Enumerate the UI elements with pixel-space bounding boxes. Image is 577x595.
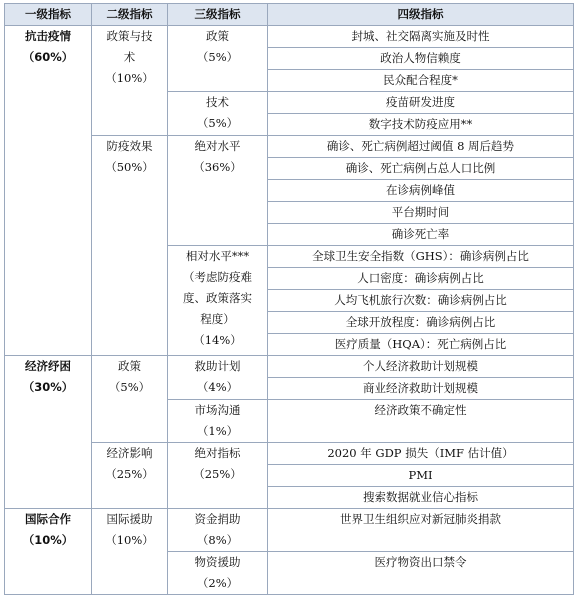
- level3-line: 度、政策落实: [183, 291, 252, 305]
- table-row: [5, 26, 574, 48]
- level3-cell: [168, 136, 268, 246]
- level3-cell: [168, 509, 268, 552]
- level2-line: （50%）: [105, 160, 154, 174]
- header-level1: 一级指标: [5, 4, 92, 26]
- level1-cell: [5, 509, 92, 595]
- level4-indicator: 确诊、死亡病例占总人口比例: [268, 158, 574, 180]
- level4-indicator: 封城、社交隔离实施及时性: [268, 26, 574, 48]
- level4-indicator: 经济政策不确定性: [268, 400, 574, 443]
- level3-line: 物资援助: [194, 555, 241, 569]
- level4-indicator: 人均飞机旅行次数：确诊病例占比: [268, 290, 574, 312]
- level3-line: （8%）: [196, 533, 239, 547]
- level4-indicator: 世界卫生组织应对新冠肺炎捐款: [268, 509, 574, 552]
- level3-cell: [168, 443, 268, 509]
- level1-cell: [5, 356, 92, 509]
- indicator-table: [4, 3, 574, 595]
- level2-cell: [92, 136, 168, 356]
- level2-line: 经济影响: [106, 446, 153, 460]
- level3-line: 政策: [206, 29, 229, 43]
- level4-indicator: 政治人物信赖度: [268, 48, 574, 70]
- level4-indicator: 搜索数据就业信心指标: [268, 487, 574, 509]
- level3-line: 救助计划: [194, 359, 241, 373]
- level3-line: 相对水平***: [185, 249, 250, 263]
- level2-line: 政策与技: [106, 29, 153, 43]
- level4-indicator: 全球卫生安全指数（GHS）：确诊病例占比: [268, 246, 574, 268]
- level4-indicator: 医疗质量（HQA）：死亡病例占比: [268, 334, 574, 356]
- level1-weight: （10%）: [22, 533, 74, 547]
- level3-line: （5%）: [196, 50, 239, 64]
- level2-line: （5%）: [108, 380, 151, 394]
- level4-indicator: 民众配合程度*: [268, 70, 574, 92]
- level1-name: 国际合作: [25, 512, 71, 526]
- level2-line: （10%）: [105, 71, 154, 85]
- level3-line: 资金捐助: [194, 512, 241, 526]
- level4-indicator: 确诊死亡率: [268, 224, 574, 246]
- level2-line: （25%）: [105, 467, 154, 481]
- level4-indicator: 医疗物资出口禁令: [268, 552, 574, 595]
- level4-indicator: 人口密度：确诊病例占比: [268, 268, 574, 290]
- level3-cell: [168, 246, 268, 356]
- level3-line: 程度）: [200, 312, 235, 326]
- header-level2: 二级指标: [92, 4, 168, 26]
- level3-line: （4%）: [196, 380, 239, 394]
- level1-cell: [5, 26, 92, 356]
- level3-line: 绝对水平: [194, 139, 241, 153]
- level3-line: （14%）: [193, 333, 242, 347]
- table-row: [5, 509, 574, 552]
- level2-cell: [92, 443, 168, 509]
- level3-cell: [168, 26, 268, 92]
- level4-indicator: 商业经济救助计划规模: [268, 378, 574, 400]
- level2-line: 政策: [118, 359, 141, 373]
- level4-indicator: 疫苗研发进度: [268, 92, 574, 114]
- level3-cell: [168, 552, 268, 595]
- table-body: [5, 26, 574, 595]
- level3-line: （1%）: [196, 424, 239, 438]
- level4-indicator: 2020 年 GDP 损失（IMF 估计值）: [268, 443, 574, 465]
- level3-line: （25%）: [193, 467, 242, 481]
- level2-line: 术: [123, 50, 136, 64]
- table-row: [5, 356, 574, 378]
- level1-weight: （30%）: [22, 380, 74, 394]
- level3-line: （5%）: [196, 116, 239, 130]
- level2-cell: [92, 509, 168, 595]
- level2-cell: [92, 26, 168, 136]
- level3-line: （2%）: [196, 576, 239, 590]
- level4-indicator: 平台期时间: [268, 202, 574, 224]
- level4-indicator: 个人经济救助计划规模: [268, 356, 574, 378]
- level3-line: 市场沟通: [194, 403, 241, 417]
- header-level3: 三级指标: [168, 4, 268, 26]
- level1-name: 抗击疫情: [25, 29, 71, 43]
- header-level4: 四级指标: [268, 4, 574, 26]
- level3-line: （36%）: [193, 160, 242, 174]
- level3-line: 绝对指标: [194, 446, 241, 460]
- level3-cell: [168, 400, 268, 443]
- level4-indicator: PMI: [268, 465, 574, 487]
- level2-line: 国际援助: [106, 512, 153, 526]
- level1-name: 经济纾困: [25, 359, 71, 373]
- level3-cell: [168, 356, 268, 400]
- level3-line: （考虑防疫难: [183, 270, 252, 284]
- level2-line: 防疫效果: [106, 139, 153, 153]
- level2-cell: [92, 356, 168, 443]
- level3-line: 技术: [206, 95, 229, 109]
- level4-indicator: 在诊病例峰值: [268, 180, 574, 202]
- level4-indicator: 数字技术防疫应用**: [268, 114, 574, 136]
- level2-line: （10%）: [105, 533, 154, 547]
- header-row: [5, 4, 574, 26]
- level1-weight: （60%）: [22, 50, 74, 64]
- level3-cell: [168, 92, 268, 136]
- level4-indicator: 全球开放程度：确诊病例占比: [268, 312, 574, 334]
- level4-indicator: 确诊、死亡病例超过阈值 8 周后趋势: [268, 136, 574, 158]
